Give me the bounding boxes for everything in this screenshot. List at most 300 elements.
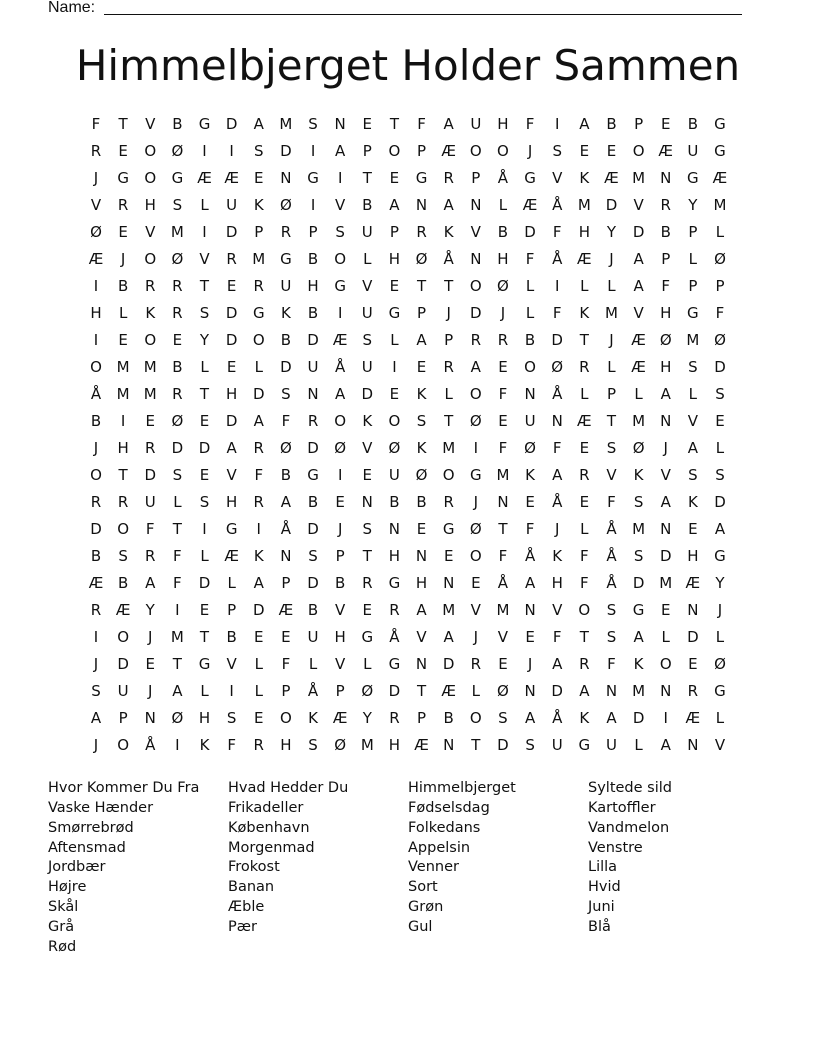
word-list-item: Himmelbjerget: [408, 780, 516, 796]
grid-letter: J: [609, 250, 614, 268]
grid-letter: R: [253, 736, 264, 754]
grid-letter: N: [443, 736, 455, 754]
grid-letter: A: [253, 115, 264, 133]
grid-letter: Ø: [714, 250, 726, 268]
grid-letter: D: [388, 682, 401, 700]
word-list-item: Hvid: [588, 879, 621, 896]
grid-letter: A: [416, 331, 427, 349]
grid-letter: L: [118, 304, 128, 322]
grid-letter: E: [660, 115, 671, 133]
grid-letter: L: [308, 655, 318, 673]
grid-letter: A: [524, 574, 536, 592]
grid-letter: L: [715, 709, 725, 727]
grid-letter: N: [687, 736, 699, 754]
word-list-item: Grå: [48, 918, 75, 935]
grid-letter: I: [337, 304, 343, 322]
grid-letter: T: [118, 466, 128, 484]
grid-letter: B: [307, 250, 319, 268]
grid-letter: N: [524, 385, 536, 403]
grid-letter: U: [524, 412, 536, 430]
grid-letter: B: [172, 358, 183, 376]
grid-letter: M: [632, 520, 646, 538]
grid-letter: S: [552, 142, 562, 160]
grid-letter: A: [253, 412, 264, 430]
grid-letter: E: [715, 412, 725, 430]
grid-letter: I: [663, 709, 668, 727]
grid-letter: Æ: [685, 574, 701, 592]
grid-letter: J: [148, 682, 153, 700]
grid-letter: N: [551, 412, 563, 430]
grid-letter: L: [200, 547, 209, 565]
grid-letter: V: [633, 196, 644, 214]
grid-letter: S: [199, 304, 210, 322]
grid-letter: E: [281, 628, 291, 646]
grid-letter: T: [199, 385, 210, 403]
word-list-item: Jordbær: [48, 859, 106, 876]
grid-letter: D: [280, 142, 292, 160]
grid-letter: P: [417, 142, 427, 160]
grid-letter: F: [552, 304, 562, 322]
grid-letter: I: [202, 520, 207, 538]
grid-letter: A: [606, 709, 617, 727]
grid-letter: Å: [307, 682, 319, 700]
grid-letter: I: [175, 601, 180, 619]
grid-letter: S: [308, 547, 318, 565]
grid-letter: M: [170, 628, 184, 646]
name-label: Name:: [48, 0, 96, 16]
grid-letter: B: [117, 277, 129, 295]
grid-letter: D: [714, 493, 726, 511]
word-list-item: Pær: [228, 918, 257, 935]
grid-letter: E: [199, 466, 210, 484]
grid-letter: E: [389, 385, 400, 403]
grid-letter: R: [90, 493, 102, 511]
grid-letter: G: [714, 547, 726, 565]
word-list-item: Højre: [48, 879, 87, 896]
grid-letter: Å: [552, 385, 563, 403]
grid-letter: N: [361, 493, 373, 511]
grid-letter: O: [144, 142, 157, 160]
grid-letter: T: [444, 277, 454, 295]
grid-letter: V: [552, 169, 563, 187]
grid-letter: F: [145, 520, 155, 538]
grid-letter: O: [117, 628, 130, 646]
grid-letter: U: [551, 736, 563, 754]
word-list-item: Lilla: [588, 859, 618, 876]
grid-letter: T: [498, 520, 508, 538]
grid-letter: R: [443, 493, 454, 511]
grid-letter: B: [90, 547, 102, 565]
grid-letter: L: [634, 385, 643, 403]
grid-letter: S: [226, 709, 237, 727]
grid-letter: Ø: [171, 709, 184, 727]
grid-letter: P: [254, 223, 264, 241]
grid-letter: J: [93, 439, 99, 457]
grid-letter: B: [606, 115, 617, 133]
grid-letter: H: [578, 223, 590, 241]
grid-letter: G: [687, 169, 699, 187]
grid-letter: Å: [606, 520, 617, 538]
grid-letter: H: [144, 196, 156, 214]
grid-letter: L: [715, 223, 725, 241]
grid-letter: U: [470, 115, 482, 133]
grid-letter: O: [659, 655, 672, 673]
word-list-item: Hvor Kommer Du Fra: [48, 780, 200, 796]
grid-letter: Æ: [441, 682, 456, 700]
grid-letter: N: [388, 520, 401, 538]
grid-letter: Æ: [577, 412, 592, 430]
grid-letter: V: [335, 601, 346, 619]
grid-letter: V: [335, 196, 346, 214]
grid-letter: H: [415, 574, 428, 592]
grid-letter: E: [118, 331, 128, 349]
grid-letter: O: [469, 709, 482, 727]
grid-letter: Æ: [712, 169, 728, 187]
grid-letter: I: [229, 142, 234, 160]
grid-letter: J: [527, 655, 533, 673]
grid-letter: M: [496, 466, 510, 484]
grid-letter: L: [580, 277, 589, 295]
grid-letter: D: [90, 520, 102, 538]
grid-letter: B: [90, 412, 102, 430]
grid-letter: K: [633, 655, 644, 673]
grid-letter: L: [390, 331, 399, 349]
grid-letter: A: [660, 493, 671, 511]
grid-letter: F: [91, 115, 101, 133]
grid-letter: M: [632, 682, 646, 700]
grid-letter: R: [389, 709, 400, 727]
grid-letter: D: [551, 331, 563, 349]
grid-letter: Å: [606, 574, 617, 592]
grid-letter: R: [579, 358, 590, 376]
grid-letter: L: [173, 493, 182, 511]
grid-letter: N: [443, 574, 455, 592]
grid-letter: K: [308, 709, 318, 727]
grid-letter: D: [361, 385, 374, 403]
grid-letter: G: [524, 169, 536, 187]
grid-letter: T: [579, 331, 589, 349]
grid-letter: F: [173, 547, 182, 565]
grid-letter: A: [552, 655, 563, 673]
grid-letter: D: [307, 439, 319, 457]
grid-letter: E: [389, 169, 400, 187]
grid-letter: F: [661, 277, 671, 295]
grid-letter: L: [444, 385, 453, 403]
grid-letter: Ø: [659, 331, 672, 349]
grid-letter: L: [525, 277, 535, 295]
grid-letter: A: [633, 277, 644, 295]
grid-letter: V: [145, 223, 156, 241]
grid-letter: F: [281, 655, 291, 673]
grid-letter: R: [497, 331, 509, 349]
grid-letter: G: [117, 169, 129, 187]
grid-letter: P: [227, 601, 237, 619]
grid-letter: E: [362, 115, 373, 133]
word-list-item: Venner: [408, 859, 459, 876]
grid-letter: O: [469, 385, 482, 403]
grid-letter: Y: [606, 223, 617, 241]
grid-letter: Ø: [171, 412, 184, 430]
grid-letter: L: [525, 304, 535, 322]
grid-letter: T: [199, 277, 210, 295]
grid-letter: B: [307, 304, 319, 322]
grid-letter: E: [416, 520, 427, 538]
grid-letter: L: [200, 196, 209, 214]
grid-letter: J: [663, 439, 668, 457]
grid-letter: M: [143, 358, 157, 376]
grid-letter: S: [362, 520, 373, 538]
grid-letter: D: [252, 385, 265, 403]
grid-letter: O: [90, 466, 102, 484]
grid-letter: D: [225, 331, 238, 349]
grid-letter: V: [335, 655, 346, 673]
grid-letter: R: [226, 250, 237, 268]
grid-letter: B: [687, 115, 698, 133]
grid-letter: G: [361, 628, 374, 646]
grid-letter: A: [172, 682, 183, 700]
grid-letter: H: [90, 304, 102, 322]
grid-letter: U: [361, 223, 373, 241]
grid-letter: D: [225, 115, 238, 133]
word-list-item: Fødselsdag: [408, 799, 490, 816]
grid-letter: F: [715, 304, 725, 322]
grid-letter: E: [254, 709, 264, 727]
grid-letter: E: [226, 277, 237, 295]
grid-letter: O: [469, 142, 482, 160]
grid-letter: E: [525, 493, 535, 511]
grid-letter: M: [360, 736, 374, 754]
grid-letter: P: [335, 682, 345, 700]
grid-letter: L: [254, 682, 263, 700]
grid-letter: H: [660, 358, 672, 376]
grid-letter: R: [90, 601, 102, 619]
grid-letter: Ø: [280, 196, 292, 214]
grid-letter: T: [362, 169, 372, 187]
grid-letter: G: [307, 466, 319, 484]
grid-letter: R: [443, 358, 454, 376]
grid-letter: M: [496, 601, 510, 619]
grid-letter: A: [145, 574, 156, 592]
grid-letter: S: [281, 385, 291, 403]
grid-letter: U: [388, 466, 400, 484]
grid-letter: F: [227, 736, 236, 754]
grid-letter: R: [90, 142, 102, 160]
grid-letter: M: [170, 223, 184, 241]
grid-letter: H: [280, 736, 292, 754]
grid-letter: Ø: [334, 736, 347, 754]
grid-letter: E: [145, 655, 155, 673]
grid-letter: R: [172, 277, 183, 295]
grid-letter: M: [632, 169, 646, 187]
grid-letter: O: [90, 358, 102, 376]
grid-letter: Å: [90, 385, 102, 403]
grid-letter: E: [688, 520, 698, 538]
grid-letter: E: [362, 601, 373, 619]
grid-letter: R: [362, 574, 373, 592]
grid-letter: A: [524, 709, 536, 727]
grid-letter: F: [498, 547, 508, 565]
grid-letter: K: [579, 709, 590, 727]
grid-letter: Æ: [577, 250, 592, 268]
grid-letter: Ø: [469, 412, 482, 430]
grid-letter: A: [714, 520, 726, 538]
grid-letter: Æ: [224, 547, 239, 565]
grid-letter: G: [415, 169, 428, 187]
grid-letter: F: [607, 493, 616, 511]
grid-letter: D: [632, 709, 645, 727]
grid-letter: N: [605, 682, 618, 700]
grid-letter: Ø: [415, 466, 428, 484]
grid-letter: T: [416, 682, 427, 700]
grid-letter: J: [473, 628, 479, 646]
grid-letter: I: [554, 277, 560, 295]
grid-letter: V: [226, 655, 237, 673]
grid-letter: Æ: [604, 169, 619, 187]
grid-letter: A: [280, 493, 292, 511]
grid-letter: A: [660, 385, 671, 403]
grid-letter: U: [361, 304, 373, 322]
grid-letter: V: [90, 196, 102, 214]
grid-letter: T: [471, 736, 481, 754]
grid-letter: E: [172, 331, 183, 349]
grid-letter: L: [471, 682, 480, 700]
grid-letter: A: [253, 574, 264, 592]
grid-letter: B: [307, 493, 319, 511]
grid-letter: G: [632, 601, 645, 619]
grid-letter: S: [688, 466, 698, 484]
grid-letter: L: [661, 628, 670, 646]
word-list-item: Skål: [48, 899, 79, 916]
grid-letter: T: [579, 628, 589, 646]
grid-letter: E: [660, 601, 671, 619]
grid-letter: S: [254, 142, 264, 160]
grid-letter: N: [660, 520, 672, 538]
grid-letter: R: [307, 412, 319, 430]
grid-letter: Å: [335, 358, 346, 376]
grid-letter: B: [226, 628, 237, 646]
grid-letter: O: [578, 601, 591, 619]
grid-letter: D: [225, 304, 238, 322]
grid-letter: P: [661, 250, 671, 268]
grid-letter: E: [416, 358, 427, 376]
grid-letter: B: [443, 709, 454, 727]
grid-letter: J: [473, 493, 479, 511]
grid-letter: V: [687, 412, 698, 430]
grid-letter: D: [225, 412, 238, 430]
grid-letter: E: [579, 142, 590, 160]
grid-letter: R: [280, 223, 292, 241]
grid-letter: M: [252, 250, 266, 268]
grid-letter: P: [362, 142, 372, 160]
grid-letter: F: [580, 574, 589, 592]
grid-letter: Y: [145, 601, 155, 619]
grid-letter: T: [389, 115, 399, 133]
grid-letter: Y: [362, 709, 372, 727]
grid-letter: O: [388, 412, 401, 430]
grid-letter: Å: [606, 547, 617, 565]
grid-letter: S: [335, 223, 345, 241]
grid-letter: L: [580, 520, 589, 538]
grid-letter: H: [388, 250, 401, 268]
grid-letter: S: [498, 709, 508, 727]
grid-letter: Å: [443, 250, 454, 268]
grid-letter: H: [497, 250, 509, 268]
grid-letter: V: [552, 601, 563, 619]
grid-letter: E: [335, 493, 345, 511]
grid-letter: D: [198, 574, 211, 592]
grid-letter: G: [334, 277, 346, 295]
grid-letter: D: [144, 466, 157, 484]
grid-letter: H: [226, 493, 238, 511]
grid-letter: M: [686, 331, 700, 349]
word-list-item: Vandmelon: [588, 819, 670, 836]
grid-letter: G: [470, 466, 482, 484]
grid-letter: A: [552, 466, 563, 484]
grid-letter: R: [253, 277, 264, 295]
grid-letter: P: [606, 385, 616, 403]
grid-letter: G: [225, 520, 238, 538]
grid-letter: A: [443, 115, 454, 133]
grid-letter: Å: [552, 250, 563, 268]
grid-letter: Å: [552, 493, 563, 511]
grid-letter: R: [687, 682, 699, 700]
grid-letter: H: [497, 115, 509, 133]
grid-letter: G: [198, 655, 211, 673]
grid-letter: O: [334, 250, 347, 268]
grid-letter: M: [577, 196, 591, 214]
grid-letter: L: [363, 250, 372, 268]
grid-letter: K: [253, 547, 264, 565]
grid-letter: V: [470, 223, 481, 241]
grid-letter: P: [281, 682, 291, 700]
grid-letter: K: [145, 304, 156, 322]
grid-letter: E: [389, 277, 400, 295]
grid-letter: H: [226, 385, 238, 403]
grid-letter: T: [199, 628, 210, 646]
grid-letter: P: [688, 223, 698, 241]
grid-letter: O: [334, 412, 347, 430]
grid-letter: I: [120, 412, 126, 430]
grid-letter: K: [253, 196, 264, 214]
grid-letter: G: [171, 169, 184, 187]
grid-letter: H: [334, 628, 346, 646]
word-list-item: Kartoffler: [588, 799, 656, 816]
grid-letter: Æ: [631, 358, 646, 376]
grid-letter: E: [254, 169, 264, 187]
grid-letter: A: [633, 250, 644, 268]
grid-letter: K: [552, 547, 563, 565]
grid-letter: B: [497, 223, 509, 241]
grid-letter: P: [471, 169, 481, 187]
grid-letter: F: [580, 547, 589, 565]
grid-letter: A: [579, 682, 590, 700]
grid-letter: G: [198, 115, 211, 133]
grid-letter: E: [199, 412, 210, 430]
grid-letter: Æ: [332, 331, 348, 349]
grid-letter: Ø: [90, 223, 102, 241]
word-list-item: Blå: [588, 918, 611, 935]
grid-letter: D: [632, 223, 645, 241]
page-title: Himmelbjerget Holder Sammen: [75, 41, 741, 90]
grid-letter: H: [117, 439, 129, 457]
word-list-item: Juni: [588, 899, 615, 916]
grid-letter: S: [633, 547, 644, 565]
grid-letter: L: [607, 277, 616, 295]
grid-letter: U: [144, 493, 156, 511]
grid-letter: L: [715, 628, 725, 646]
grid-letter: D: [714, 358, 726, 376]
grid-letter: N: [280, 547, 292, 565]
